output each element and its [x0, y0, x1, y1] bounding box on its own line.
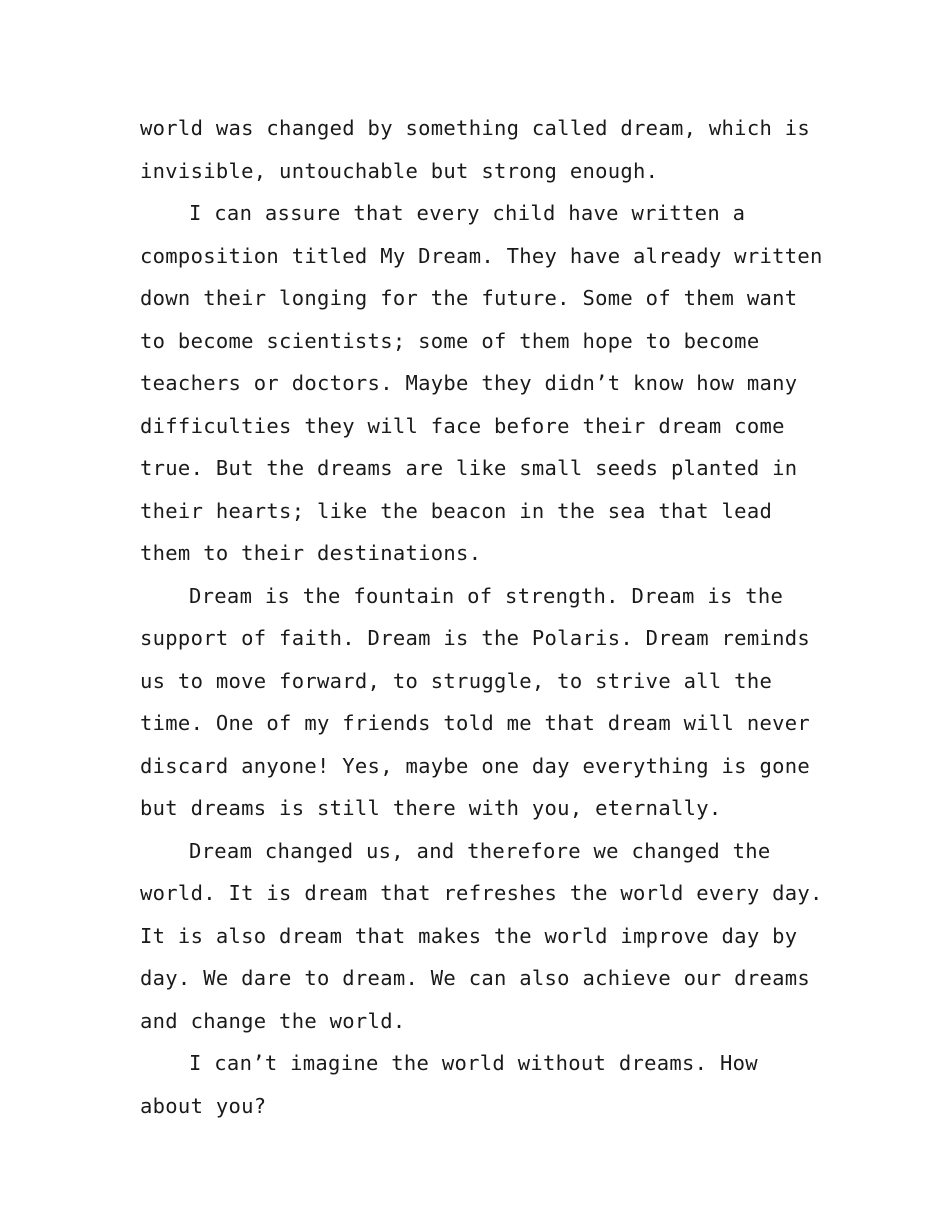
text-line: about you?: [140, 1093, 267, 1118]
text-line: but dreams is still there with you, eternally.: [140, 796, 722, 820]
text-line: world was changed by something called dream, which is: [140, 116, 811, 140]
paragraph: [140, 192, 823, 575]
text-line: I can assure that every child have written a: [189, 201, 746, 225]
text-line: world. It is dream that refreshes the world every day.: [140, 881, 823, 905]
paragraph: [140, 575, 820, 830]
text-line: discard anyone! Yes, maybe one day everything is gone: [140, 753, 811, 778]
text-line: invisible, untouchable but strong enough.: [140, 158, 659, 183]
text-line: Dream is the fountain of strength. Dream is the: [189, 583, 784, 608]
text-line: to become scientists; some of them hope to become: [140, 328, 760, 353]
text-line: It is also dream that makes the world improve day by: [140, 923, 798, 948]
text-line: their hearts; like the beacon in the sea that lead: [140, 498, 773, 523]
paragraph: [140, 830, 823, 1043]
text-line: and change the world.: [140, 1008, 406, 1033]
document-body: [140, 107, 823, 1127]
text-line: down their longing for the future. Some of them want: [140, 286, 798, 310]
text-line: difficulties they will face before their dream come: [140, 413, 785, 438]
text-line: true. But the dreams are like small seeds planted in: [140, 456, 798, 480]
text-line: teachers or doctors. Maybe they didn’t know how many: [140, 371, 798, 395]
text-line: time. One of my friends told me that dream will never: [140, 711, 811, 735]
text-line: support of faith. Dream is the Polaris. Dream reminds: [140, 626, 811, 650]
text-line: I can’t imagine the world without dreams. How: [189, 1051, 758, 1075]
text-line: us to move forward, to struggle, to strive all the: [140, 668, 773, 693]
text-line: day. We dare to dream. We can also achieve our dreams: [140, 966, 811, 990]
paragraph: [140, 1042, 820, 1127]
text-line: them to their destinations.: [140, 541, 482, 565]
text-line: composition titled My Dream. They have already written: [140, 243, 823, 268]
text-line: Dream changed us, and therefore we changed the: [189, 838, 771, 863]
paragraph: [140, 107, 820, 192]
